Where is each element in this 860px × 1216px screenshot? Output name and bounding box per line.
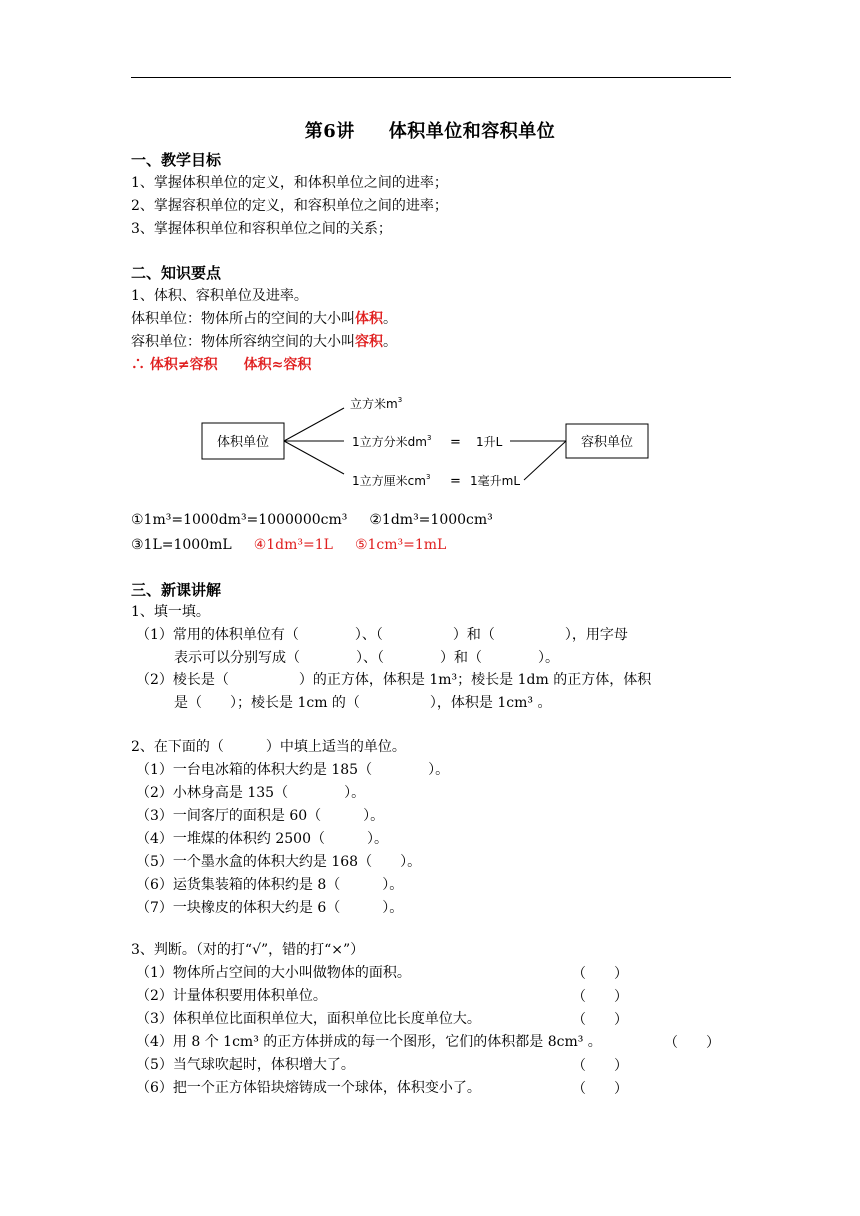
liter-label: 1升L	[476, 435, 503, 449]
goal-item: 1、掌握体积单位的定义，和体积单位之间的进率；	[131, 175, 448, 191]
section-heading-lesson: 三、新课讲解	[131, 581, 222, 599]
capacity-definition-text: 容积单位：物体所容纳空间的大小叫	[131, 334, 355, 350]
judgement-item: （6）把一个正方体铅块熔铸成一个球体，体积变小了。	[136, 1080, 481, 1096]
list-item: （2）小林身高是 135（ ）。	[136, 785, 366, 801]
capacity-term: 容积	[355, 334, 383, 350]
page-title	[0, 117, 860, 143]
branch-cubic-decimeter	[352, 434, 431, 449]
conclusion-approx: 体积≈容积	[243, 357, 312, 373]
equals-sign: =	[450, 435, 461, 450]
knowledge-line: 1、体积、容积单位及进率。	[131, 288, 308, 304]
list-item: （3）一间客厅的面积是 60（ ）。	[136, 808, 385, 824]
cubic-centimeter-label: 1立方厘米cm	[352, 474, 426, 488]
capacity-definition-end: 。	[383, 334, 397, 350]
capacity-unit-box-label: 容积单位	[580, 435, 634, 450]
answer-blank[interactable]: （ ）	[572, 1012, 628, 1028]
question-1-1-line-b: 表示可以分别写成（ ）、（ ）和（ ）。	[174, 650, 559, 666]
cubic-decimeter-label: 1立方分米dm	[352, 435, 427, 449]
rate-4: ④1dm³=1L	[253, 537, 333, 553]
capacity-definition	[131, 332, 397, 352]
judgement-item: （2）计量体积要用体积单位。	[136, 988, 327, 1004]
volume-definition-text: 体积单位：物体所占的空间的大小叫	[131, 311, 355, 327]
judgement-item: （5）当气球吹起时，体积增大了。	[136, 1057, 355, 1073]
list-item: （4）一堆煤的体积约 2500（ ）。	[136, 831, 388, 847]
branch-cubic-centimeter	[352, 473, 430, 488]
judgement-item: （1）物体所占空间的大小叫做物体的面积。	[136, 965, 411, 981]
question-1-title: 1、填一填。	[131, 604, 210, 620]
volume-definition	[131, 309, 397, 329]
cubic-meter-exp: 3	[397, 396, 403, 404]
lesson-topic: 体积单位和容积单位	[388, 121, 556, 142]
cubic-meter-label: 立方米m	[350, 397, 398, 411]
list-item: （6）运货集装箱的体积约是 8（ ）。	[136, 877, 404, 893]
goal-item: 3、掌握体积单位和容积单位之间的关系；	[131, 221, 392, 237]
volume-unit-box-label: 体积单位	[216, 435, 270, 450]
question-1-2-line-b: 是（ ）；棱长是 1cm 的（ ），体积是 1cm³ 。	[174, 695, 552, 711]
rate-line-1	[131, 510, 493, 530]
rate-3: ③1L=1000mL	[131, 537, 232, 553]
rate-1: ①1m³=1000dm³=1000000cm³	[131, 512, 348, 528]
answer-blank[interactable]: （ ）	[572, 989, 628, 1005]
section-heading-goals: 一、教学目标	[131, 151, 222, 169]
cubic-centimeter-exp: 3	[425, 473, 431, 481]
list-item: （5）一个墨水盒的体积大约是 168（ ）。	[136, 854, 422, 870]
branch-line-bottom	[284, 441, 344, 474]
answer-blank[interactable]: （ ）	[572, 1081, 628, 1097]
goal-item: 2、掌握容积单位的定义，和容积单位之间的进率；	[131, 198, 448, 214]
question-1-2-line-a: （2）棱长是（ ）的正方体，体积是 1m³；棱长是 1dm 的正方体，体积	[136, 672, 652, 688]
section-heading-knowledge: 二、知识要点	[131, 264, 222, 282]
milliliter-label: 1毫升mL	[470, 474, 521, 488]
link-line-milliliter	[524, 441, 566, 480]
answer-blank[interactable]: （ ）	[572, 1058, 628, 1074]
equals-sign: =	[450, 474, 461, 489]
rate-5: ⑤1cm³=1mL	[354, 537, 447, 553]
answer-blank[interactable]: （ ）	[664, 1035, 720, 1051]
branch-line-top	[284, 408, 344, 441]
lesson-number: 第6讲	[304, 121, 355, 142]
list-item: （7）一块橡皮的体积大约是 6（ ）。	[136, 900, 404, 916]
question-1-1-line-a: （1）常用的体积单位有（ ）、（ ）和（ ），用字母	[136, 627, 628, 643]
answer-blank[interactable]: （ ）	[572, 966, 628, 982]
conclusion-not-equal: ∴ 体积≠容积	[131, 357, 218, 373]
question-2-title: 2、在下面的（ ）中填上适当的单位。	[131, 739, 406, 755]
volume-definition-end: 。	[383, 311, 397, 327]
rate-line-2	[131, 535, 446, 555]
header-rule	[131, 77, 731, 78]
branch-cubic-meter	[350, 396, 402, 411]
volume-term: 体积	[355, 311, 383, 327]
cubic-decimeter-exp: 3	[426, 434, 432, 442]
unit-relation-diagram	[200, 388, 660, 498]
list-item: （1）一台电冰箱的体积大约是 185（ ）。	[136, 762, 450, 778]
rate-2: ②1dm³=1000cm³	[369, 512, 493, 528]
question-3-title: 3、判断。（对的打“√”，错的打“×”）	[131, 942, 365, 958]
conclusion-line	[131, 355, 311, 375]
judgement-item: （3）体积单位比面积单位大，面积单位比长度单位大。	[136, 1011, 481, 1027]
judgement-item: （4）用 8 个 1cm³ 的正方体拼成的每一个图形，它们的体积都是 8cm³ 。	[136, 1034, 602, 1050]
